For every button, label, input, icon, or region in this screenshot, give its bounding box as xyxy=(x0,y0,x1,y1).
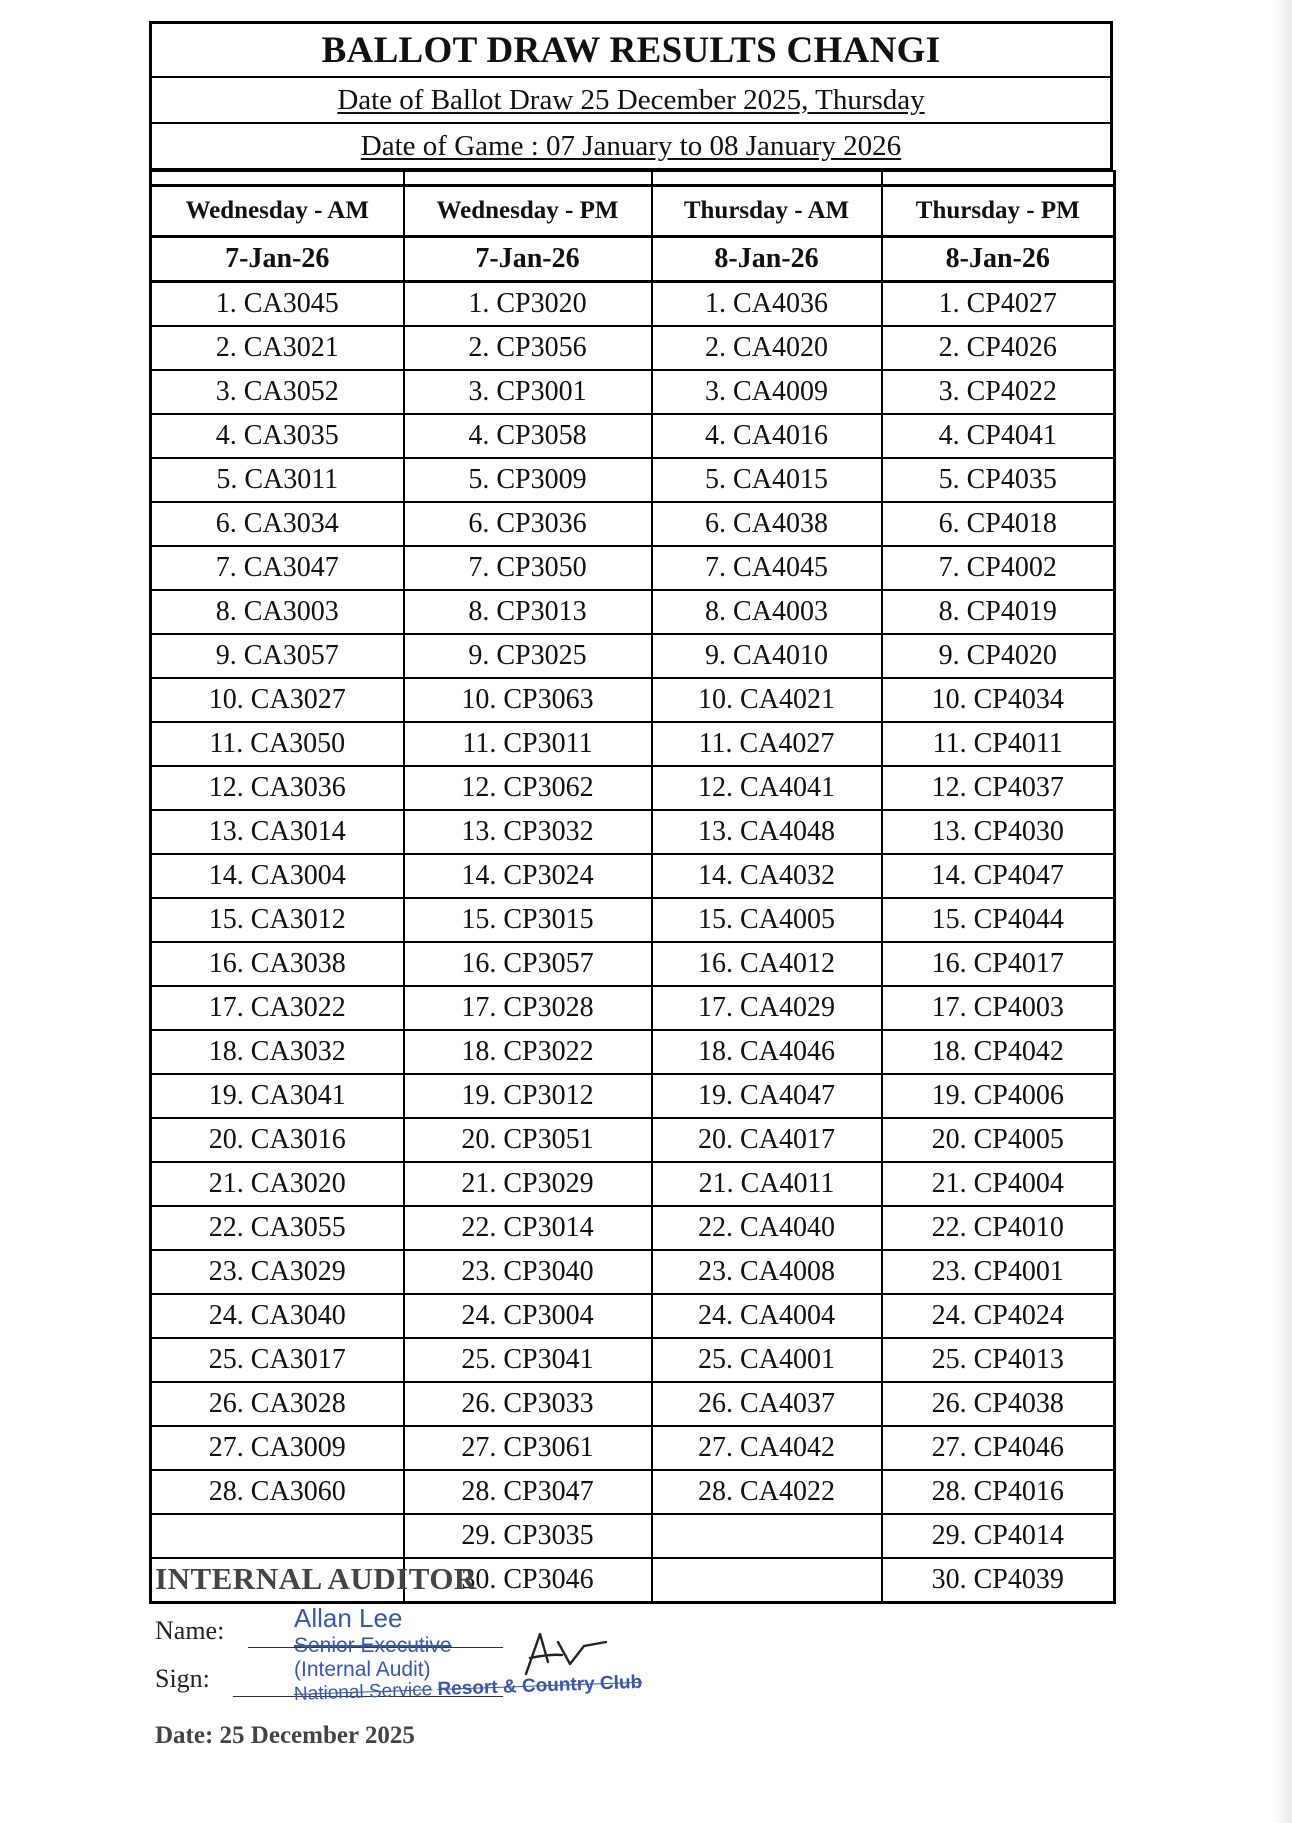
result-cell: 13. CA4048 xyxy=(652,810,882,854)
result-cell: 18. CA4046 xyxy=(652,1030,882,1074)
result-cell: 6. CP3036 xyxy=(404,502,652,546)
result-cell: 7. CA4045 xyxy=(652,546,882,590)
result-cell: 2. CP4026 xyxy=(882,326,1115,370)
result-cell: 14. CP3024 xyxy=(404,854,652,898)
result-cell: 16. CP4017 xyxy=(882,942,1115,986)
result-cell: 27. CP3061 xyxy=(404,1426,652,1470)
result-cell: 28. CA3060 xyxy=(151,1470,404,1514)
result-cell: 9. CA3057 xyxy=(151,634,404,678)
document-title: BALLOT DRAW RESULTS CHANGI xyxy=(152,24,1110,78)
result-cell: 8. CA4003 xyxy=(652,590,882,634)
column-header: Wednesday - PM xyxy=(404,186,652,237)
table-row xyxy=(151,1382,1115,1426)
column-date-row xyxy=(151,237,1115,282)
result-cell: 16. CA4012 xyxy=(652,942,882,986)
column-header-row xyxy=(151,186,1115,237)
result-cell: 12. CP3062 xyxy=(404,766,652,810)
result-cell: 16. CA3038 xyxy=(151,942,404,986)
result-cell: 3. CA4009 xyxy=(652,370,882,414)
table-row xyxy=(151,1294,1115,1338)
result-cell: 3. CP3001 xyxy=(404,370,652,414)
result-cell: 19. CA3041 xyxy=(151,1074,404,1118)
result-cell: 22. CA3055 xyxy=(151,1206,404,1250)
game-date-text: Date of Game : 07 January to 08 January 2026 xyxy=(360,130,902,162)
result-cell: 4. CP3058 xyxy=(404,414,652,458)
ballot-draw-date xyxy=(152,78,1110,124)
result-cell: 23. CP4001 xyxy=(882,1250,1115,1294)
result-cell: 7. CP4002 xyxy=(882,546,1115,590)
result-cell: 9. CP3025 xyxy=(404,634,652,678)
column-date: 8-Jan-26 xyxy=(652,237,882,282)
result-cell: 17. CA4029 xyxy=(652,986,882,1030)
result-cell: 29. CP4014 xyxy=(882,1514,1115,1558)
stamp-organisation-part: National Service xyxy=(293,1679,433,1705)
table-row xyxy=(151,1030,1115,1074)
result-cell: 8. CP3013 xyxy=(404,590,652,634)
result-cell: 1. CP4027 xyxy=(882,282,1115,327)
result-cell: 21. CP3029 xyxy=(404,1162,652,1206)
table-row xyxy=(151,1206,1115,1250)
game-date xyxy=(152,124,1110,170)
table-row xyxy=(151,370,1115,414)
result-cell: 8. CA3003 xyxy=(151,590,404,634)
result-cell: 28. CA4022 xyxy=(652,1470,882,1514)
page-edge-shadow xyxy=(1272,0,1292,1823)
result-cell: 18. CA3032 xyxy=(151,1030,404,1074)
result-cell: 27. CA4042 xyxy=(652,1426,882,1470)
result-cell: 29. CP3035 xyxy=(404,1514,652,1558)
result-cell: 24. CP4024 xyxy=(882,1294,1115,1338)
result-cell: 18. CP4042 xyxy=(882,1030,1115,1074)
result-cell: 10. CP4034 xyxy=(882,678,1115,722)
result-cell: 21. CA3020 xyxy=(151,1162,404,1206)
result-cell: 21. CP4004 xyxy=(882,1162,1115,1206)
table-row xyxy=(151,326,1115,370)
result-cell: 15. CP3015 xyxy=(404,898,652,942)
handwritten-signature xyxy=(518,1628,608,1680)
result-cell: 24. CA3040 xyxy=(151,1294,404,1338)
result-cell: 9. CP4020 xyxy=(882,634,1115,678)
result-cell: 21. CA4011 xyxy=(652,1162,882,1206)
result-cell: 30. CP3046 xyxy=(404,1558,652,1603)
result-cell: 17. CA3022 xyxy=(151,986,404,1030)
table-row xyxy=(151,502,1115,546)
table-row xyxy=(151,634,1115,678)
result-cell: 11. CP4011 xyxy=(882,722,1115,766)
table-row xyxy=(151,1338,1115,1382)
result-cell: 6. CA3034 xyxy=(151,502,404,546)
result-cell: 26. CP4038 xyxy=(882,1382,1115,1426)
result-cell: 5. CA3011 xyxy=(151,458,404,502)
column-header: Wednesday - AM xyxy=(151,186,404,237)
result-cell: 28. CP3047 xyxy=(404,1470,652,1514)
stamp-organisation-part: Resort & Country Club xyxy=(437,1671,643,1700)
result-cell: 15. CA3012 xyxy=(151,898,404,942)
internal-auditor-heading: INTERNAL AUDITOR xyxy=(155,1561,477,1596)
result-cell: 12. CA3036 xyxy=(151,766,404,810)
result-cell: 25. CP3041 xyxy=(404,1338,652,1382)
table-spacer-row xyxy=(151,171,1115,186)
stamp-department: (Internal Audit) xyxy=(294,1658,431,1681)
result-cell: 5. CA4015 xyxy=(652,458,882,502)
table-row xyxy=(151,1162,1115,1206)
table-row xyxy=(151,1074,1115,1118)
result-cell: 19. CA4047 xyxy=(652,1074,882,1118)
table-row xyxy=(151,590,1115,634)
result-cell: 26. CA4037 xyxy=(652,1382,882,1426)
result-cell: 23. CA3029 xyxy=(151,1250,404,1294)
result-cell: 23. CA4008 xyxy=(652,1250,882,1294)
result-cell: 2. CA4020 xyxy=(652,326,882,370)
result-cell: 3. CP4022 xyxy=(882,370,1115,414)
results-table-body xyxy=(151,171,1115,1603)
result-cell: 5. CP4035 xyxy=(882,458,1115,502)
result-cell: 12. CA4041 xyxy=(652,766,882,810)
result-cell: 10. CP3063 xyxy=(404,678,652,722)
result-cell: 17. CP4003 xyxy=(882,986,1115,1030)
spacer-cell xyxy=(652,171,882,186)
table-row xyxy=(151,810,1115,854)
result-cell: 13. CP3032 xyxy=(404,810,652,854)
table-row xyxy=(151,722,1115,766)
ballot-draw-date-text: Date of Ballot Draw 25 December 2025, Thursday xyxy=(337,84,925,116)
result-cell: 4. CP4041 xyxy=(882,414,1115,458)
result-cell: 2. CA3021 xyxy=(151,326,404,370)
table-row xyxy=(151,458,1115,502)
result-cell: 12. CP4037 xyxy=(882,766,1115,810)
stamp-title: Senior Executive xyxy=(294,1634,452,1657)
result-cell: 7. CA3047 xyxy=(151,546,404,590)
table-row xyxy=(151,854,1115,898)
result-cell: 15. CA4005 xyxy=(652,898,882,942)
result-cell: 16. CP3057 xyxy=(404,942,652,986)
sheet-header xyxy=(149,21,1113,170)
result-cell: 1. CP3020 xyxy=(404,282,652,327)
table-row xyxy=(151,1426,1115,1470)
column-date: 8-Jan-26 xyxy=(882,237,1115,282)
table-row xyxy=(151,678,1115,722)
result-cell: 6. CA4038 xyxy=(652,502,882,546)
result-cell: 3. CA3052 xyxy=(151,370,404,414)
result-cell: 23. CP3040 xyxy=(404,1250,652,1294)
table-row xyxy=(151,766,1115,810)
result-cell: 8. CP4019 xyxy=(882,590,1115,634)
table-row xyxy=(151,1514,1115,1558)
table-row xyxy=(151,1118,1115,1162)
column-date: 7-Jan-26 xyxy=(404,237,652,282)
result-cell: 14. CP4047 xyxy=(882,854,1115,898)
result-cell: 22. CP4010 xyxy=(882,1206,1115,1250)
result-cell: 25. CA4001 xyxy=(652,1338,882,1382)
table-row xyxy=(151,546,1115,590)
result-cell: 11. CA3050 xyxy=(151,722,404,766)
auditor-date: Date: 25 December 2025 xyxy=(155,1722,415,1749)
result-cell: 4. CA4016 xyxy=(652,414,882,458)
table-row xyxy=(151,898,1115,942)
table-row xyxy=(151,1250,1115,1294)
result-cell: 14. CA4032 xyxy=(652,854,882,898)
result-cell: 20. CA3016 xyxy=(151,1118,404,1162)
result-cell: 9. CA4010 xyxy=(652,634,882,678)
result-cell: 24. CP3004 xyxy=(404,1294,652,1338)
result-cell: 19. CP4006 xyxy=(882,1074,1115,1118)
name-label: Name: xyxy=(155,1616,225,1645)
result-cell: 24. CA4004 xyxy=(652,1294,882,1338)
column-date: 7-Jan-26 xyxy=(151,237,404,282)
result-cell: 14. CA3004 xyxy=(151,854,404,898)
spacer-cell xyxy=(151,171,404,186)
result-cell: 20. CP3051 xyxy=(404,1118,652,1162)
result-cell: 11. CA4027 xyxy=(652,722,882,766)
result-cell: 17. CP3028 xyxy=(404,986,652,1030)
result-cell: 1. CA3045 xyxy=(151,282,404,327)
result-cell: 2. CP3056 xyxy=(404,326,652,370)
result-cell: 13. CP4030 xyxy=(882,810,1115,854)
result-cell: 27. CP4046 xyxy=(882,1426,1115,1470)
result-cell: 20. CP4005 xyxy=(882,1118,1115,1162)
result-cell: 6. CP4018 xyxy=(882,502,1115,546)
column-header: Thursday - PM xyxy=(882,186,1115,237)
table-row xyxy=(151,986,1115,1030)
sign-label: Sign: xyxy=(155,1664,210,1693)
spacer-cell xyxy=(882,171,1115,186)
stamp-name: Allan Lee xyxy=(294,1603,403,1633)
column-header: Thursday - AM xyxy=(652,186,882,237)
result-cell: 30. CP4039 xyxy=(882,1558,1115,1603)
result-cell: 15. CP4044 xyxy=(882,898,1115,942)
table-row xyxy=(151,282,1115,327)
result-cell: 26. CA3028 xyxy=(151,1382,404,1426)
result-cell: 10. CA3027 xyxy=(151,678,404,722)
result-cell: 13. CA3014 xyxy=(151,810,404,854)
table-row xyxy=(151,1470,1115,1514)
result-cell: 22. CP3014 xyxy=(404,1206,652,1250)
result-cell: 1. CA4036 xyxy=(652,282,882,327)
result-cell xyxy=(151,1514,404,1558)
ballot-sheet xyxy=(149,21,1113,1604)
result-cell: 4. CA3035 xyxy=(151,414,404,458)
result-cell: 27. CA3009 xyxy=(151,1426,404,1470)
result-cell: 20. CA4017 xyxy=(652,1118,882,1162)
result-cell: 25. CP4013 xyxy=(882,1338,1115,1382)
result-cell xyxy=(652,1558,882,1603)
result-cell: 11. CP3011 xyxy=(404,722,652,766)
spacer-cell xyxy=(404,171,652,186)
result-cell: 28. CP4016 xyxy=(882,1470,1115,1514)
result-cell: 26. CP3033 xyxy=(404,1382,652,1426)
result-cell: 5. CP3009 xyxy=(404,458,652,502)
result-cell xyxy=(652,1514,882,1558)
table-row xyxy=(151,414,1115,458)
result-cell: 25. CA3017 xyxy=(151,1338,404,1382)
result-cell: 19. CP3012 xyxy=(404,1074,652,1118)
results-table xyxy=(149,170,1116,1604)
result-cell: 22. CA4040 xyxy=(652,1206,882,1250)
result-cell: 18. CP3022 xyxy=(404,1030,652,1074)
result-cell: 10. CA4021 xyxy=(652,678,882,722)
result-cell: 7. CP3050 xyxy=(404,546,652,590)
table-row xyxy=(151,942,1115,986)
